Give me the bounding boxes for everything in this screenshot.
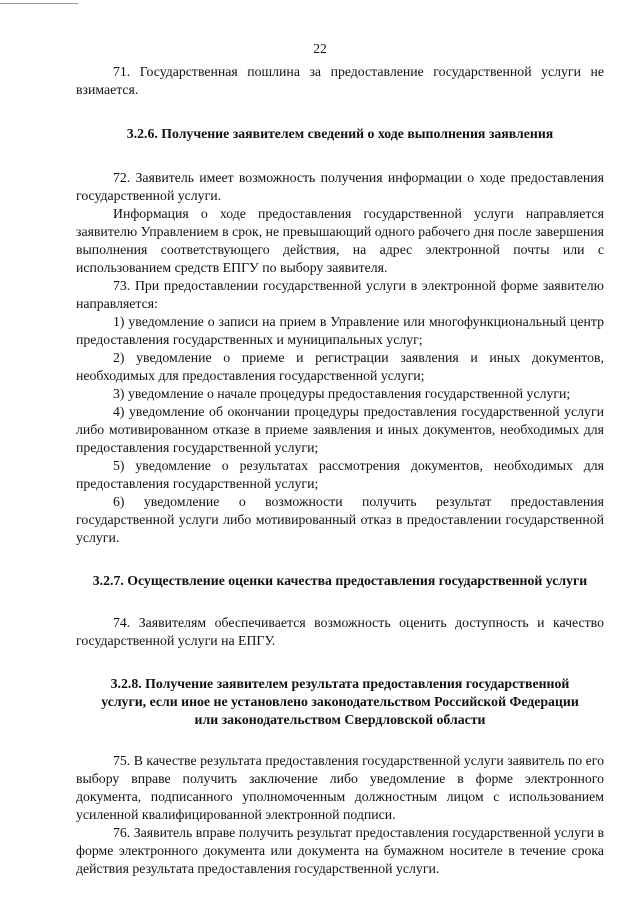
paragraph: 3) уведомление о начале процедуры предоставления государственной услуги; <box>113 386 571 401</box>
paragraph: 6) уведомление о возможности получить результат предоставления государственной услуги либо мотивированный отказ в предоставлении государственной услуги. <box>76 494 604 545</box>
paragraph: 71. Государственная пошлина за предоставление государственной услуги не взимается. <box>76 64 604 97</box>
scan-edge-line <box>0 3 78 4</box>
page-number: 22 <box>313 41 327 56</box>
paragraph: 4) уведомление об окончании процедуры предоставления государственной услуги либо мотивированном отказе в приеме заявления и иных документов, необходимых для предоставления государственной услуги; <box>76 404 604 455</box>
paragraph: 5) уведомление о результатах рассмотрения документов, необходимых для предоставления государственной услуги; <box>76 458 604 491</box>
paragraph: 73. При предоставлении государственной услуги в электронной форме заявителю направляется: <box>76 278 604 311</box>
paragraph: Информация о ходе предоставления государственной услуги направляется заявителю Управлением в срок, не превышающий одного рабочего дня после завершения выполнения соответствующего действия, на адрес электронной почты или с использованием средств ЕПГУ по выбору заявителя. <box>76 206 604 275</box>
section-heading: 3.2.7. Осуществление оценки качества предоставления государственной услуги <box>92 573 588 588</box>
document-body <box>76 63 604 878</box>
section-heading: 3.2.8. Получение заявителем результата предоставления государственной услуги, если иное не установлено законодательством Российской Федерации или законодательством Свердловской области <box>101 676 579 727</box>
paragraph: 74. Заявителям обеспечивается возможность оценить доступность и качество государственной услуги на ЕПГУ. <box>76 615 604 648</box>
paragraph: 2) уведомление о приеме и регистрации заявления и иных документов, необходимых для предоставления государственной услуги; <box>76 350 604 383</box>
paragraph: 76. Заявитель вправе получить результат предоставления государственной услуги в форме электронного документа или документа на бумажном носителе в течение срока действия результата предоставления государственной услуги. <box>76 825 604 876</box>
section-heading: 3.2.6. Получение заявителем сведений о ходе выполнения заявления <box>126 126 554 141</box>
paragraph: 1) уведомление о записи на прием в Управление или многофункциональный центр предоставления государственных и муниципальных услуг; <box>76 314 604 347</box>
paragraph: 75. В качестве результата предоставления государственной услуги заявитель по его выбору вправе получить заключение либо уведомление в форме электронного документа, подписанного уполномоченным должностным лицом с использованием усиленной квалифицированной электронной подписи. <box>76 753 604 822</box>
paragraph: 72. Заявитель имеет возможность получения информации о ходе предоставления государственной услуги. <box>76 170 604 203</box>
